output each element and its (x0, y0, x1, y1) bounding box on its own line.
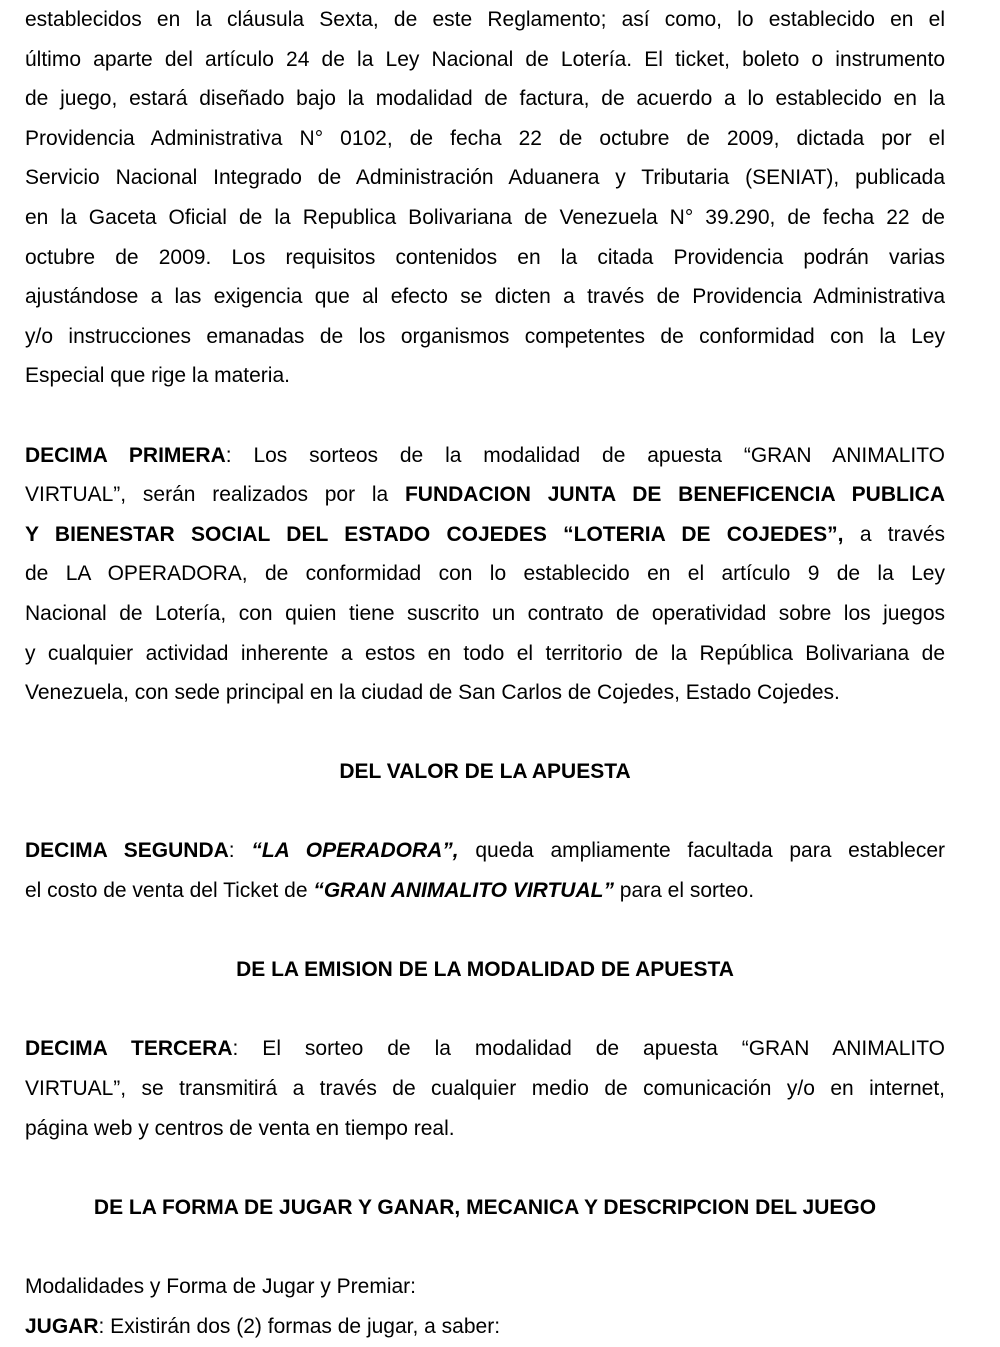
paragraph-line: Especial que rige la materia. (25, 364, 290, 388)
paragraph-line: Providencia Administrativa N° 0102, de fecha 22 de octubre de 2009, dictada por el (25, 126, 945, 150)
clause-text: para el sorteo. (613, 879, 755, 903)
modalidades-line: Modalidades y Forma de Jugar y Premiar: (25, 1275, 416, 1298)
clause-label: DECIMA TERCERA (25, 1037, 233, 1061)
paragraph-line (25, 515, 945, 555)
clause-emphasis: “LA OPERADORA”, (251, 839, 459, 863)
paragraph-line: página web y centros de venta en tiempo real. (25, 1116, 455, 1140)
jugar-label: JUGAR (25, 1314, 99, 1338)
clause-text: queda ampliamente facultada para establecer (458, 839, 945, 863)
paragraph-line: de juego, estará diseñado bajo la modalidad de factura, de acuerdo a lo establecido en la (25, 87, 945, 111)
paragraph-line (25, 1029, 945, 1069)
paragraph-line: y/o instrucciones emanadas de los organismos competentes de conformidad con la Ley (25, 324, 945, 348)
paragraph-spacer (25, 1148, 945, 1188)
paragraph-spacer (25, 990, 945, 1030)
clause-text: : (228, 839, 252, 863)
paragraph-line: último aparte del artículo 24 de la Ley Nacional de Lotería. El ticket, boleto o instrumento (25, 47, 945, 71)
section-heading-valor: DEL VALOR DE LA APUESTA (339, 760, 631, 784)
clause-decima-segunda (25, 831, 945, 910)
section-heading-forma: DE LA FORMA DE JUGAR Y GANAR, MECANICA Y DESCRIPCION DEL JUEGO (93, 1195, 877, 1219)
clause-bold-text: FUNDACION JUNTA DE BENEFICENCIA PUBLICA (404, 483, 945, 507)
paragraph-line: en la Gaceta Oficial de la Republica Bolivariana de Venezuela N° 39.290, de fecha 22 de (25, 205, 945, 229)
document-page (25, 0, 945, 1346)
paragraph-spacer (25, 911, 945, 951)
jugar-text: : Existirán dos (2) formas de jugar, a saber: (98, 1314, 501, 1338)
section-heading-emision: DE LA EMISION DE LA MODALIDAD DE APUESTA (236, 958, 734, 982)
paragraph-line (25, 871, 945, 911)
clause-label: DECIMA PRIMERA (25, 443, 226, 467)
paragraph-spacer (25, 396, 945, 436)
clause-label: DECIMA SEGUNDA (25, 839, 229, 863)
paragraph-line: Nacional de Lotería, con quien tiene suscrito un contrato de operatividad sobre los juegos (25, 601, 945, 625)
clause-bold-text: Y BIENESTAR SOCIAL DEL ESTADO COJEDES “LOTERIA DE COJEDES”, (25, 522, 844, 546)
clause-text: el costo de venta del Ticket de (25, 879, 314, 903)
clause-text: : El sorteo de la modalidad de apuesta “GRAN ANIMALITO (232, 1037, 945, 1061)
paragraph-line: ajustándose a las exigencia que al efecto se dicten a través de Providencia Administrativa (25, 285, 945, 309)
paragraph-spacer (25, 713, 945, 753)
paragraph-line (25, 436, 945, 476)
paragraph-line (25, 475, 945, 515)
clause-text: : Los sorteos de la modalidad de apuesta “GRAN ANIMALITO (225, 443, 945, 467)
clause-decima-tercera (25, 1029, 945, 1148)
paragraph-spacer (25, 792, 945, 832)
paragraph-line: y cualquier actividad inherente a estos en todo el territorio de la República Bolivariana de (25, 641, 945, 665)
clause-decima-primera (25, 436, 945, 713)
paragraph-line: octubre de 2009. Los requisitos contenidos en la citada Providencia podrán varias (25, 245, 945, 269)
clause-text: VIRTUAL”, serán realizados por la (25, 483, 405, 507)
paragraph-clausula-continuation (25, 0, 945, 396)
paragraph-line: Venezuela, con sede principal en la ciudad de San Carlos de Cojedes, Estado Cojedes. (25, 681, 840, 705)
paragraph-line: establecidos en la cláusula Sexta, de este Reglamento; así como, lo establecido en el (25, 8, 945, 31)
clause-text: a través (843, 522, 945, 546)
paragraph-line: VIRTUAL”, se transmitirá a través de cualquier medio de comunicación y/o en internet, (25, 1077, 945, 1101)
paragraph-line: de LA OPERADORA, de conformidad con lo establecido en el artículo 9 de la Ley (25, 562, 945, 586)
paragraph-line: Servicio Nacional Integrado de Administración Aduanera y Tributaria (SENIAT), publicada (25, 166, 945, 190)
clause-emphasis: “GRAN ANIMALITO VIRTUAL” (313, 879, 614, 903)
paragraph-spacer (25, 1227, 945, 1267)
paragraph-line (25, 831, 945, 871)
jugar-line (25, 1307, 945, 1347)
